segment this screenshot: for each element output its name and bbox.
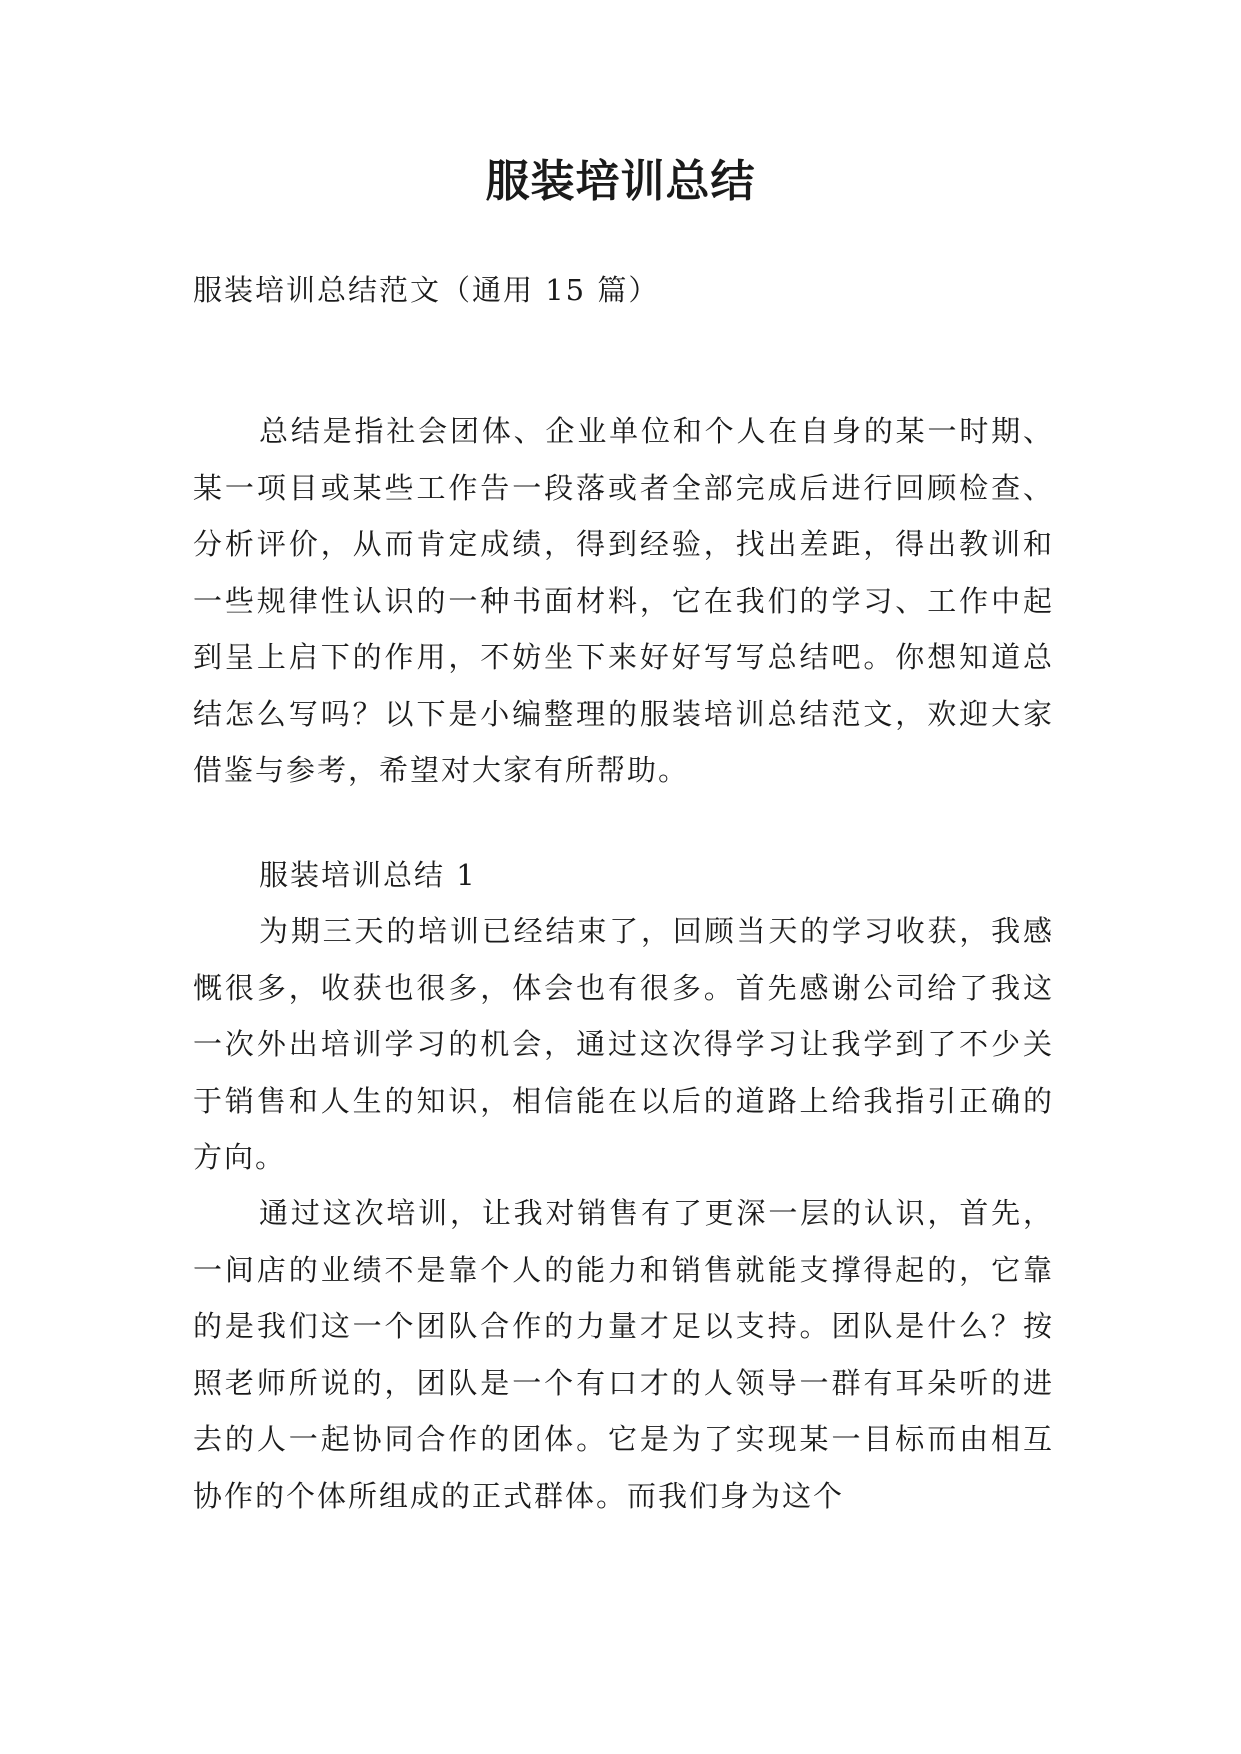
intro-paragraph: 总结是指社会团体、企业单位和个人在自身的某一时期、某一项目或某些工作告一段落或者全部完成后进行回顾检查、分析评价，从而肯定成绩，得到经验，找出差距，得出教训和一些规律性认识的一种书面材料，它在我们的学习、工作中起到呈上启下的作用，不妨坐下来好好写写总结吧。你想知道总结怎么写吗？以下是小编整理的服装培训总结范文，欢迎大家借鉴与参考，希望对大家有所帮助。: [193, 414, 1054, 787]
document-subtitle: 服装培训总结范文（通用 15 篇）: [193, 273, 660, 307]
section-heading: 服装培训总结 1: [259, 858, 477, 892]
document-title: 服装培训总结: [485, 156, 756, 207]
section-paragraph: 通过这次培训，让我对销售有了更深一层的认识，首先，一间店的业绩不是靠个人的能力和销售就能支撑得起的，它靠的是我们这一个团队合作的力量才足以支持。团队是什么？按照老师所说的，团队是一个有口才的人领导一群有耳朵听的进去的人一起协同合作的团体。它是为了实现某一目标而由相互协作的个体所组成的正式群体。而我们身为这个: [193, 1196, 1054, 1513]
section-paragraph: 为期三天的培训已经结束了，回顾当天的学习收获，我感慨很多，收获也很多，体会也有很多。首先感谢公司给了我这一次外出培训学习的机会，通过这次得学习让我学到了不少关于销售和人生的知识，相信能在以后的道路上给我指引正确的方向。: [193, 914, 1054, 1174]
